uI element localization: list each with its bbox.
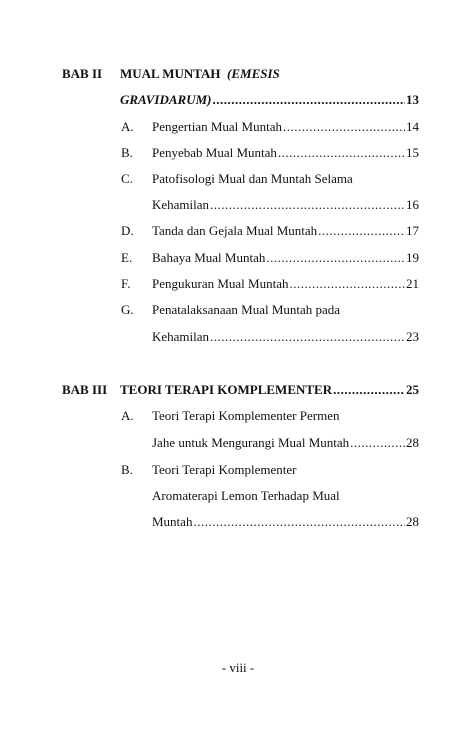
- page-number: 19: [406, 250, 419, 265]
- page-number: 16: [406, 197, 419, 212]
- page-number: 14: [406, 119, 419, 134]
- leader-dots: [289, 276, 405, 292]
- leader-dots: [333, 382, 405, 398]
- page-number: 21: [406, 276, 419, 291]
- toc-entry[interactable]: [152, 119, 419, 135]
- toc-entry[interactable]: [152, 223, 419, 239]
- toc-entry[interactable]: [120, 382, 419, 398]
- item-letter: B.: [121, 145, 133, 160]
- toc-entry[interactable]: [152, 250, 419, 266]
- chapter-title: TEORI TERAPI KOMPLEMENTER: [120, 382, 333, 397]
- item-text-cont: Kehamilan: [152, 329, 210, 344]
- chapter-title-cont: GRAVIDARUM): [120, 92, 212, 107]
- item-letter: F.: [121, 276, 131, 291]
- item-letter: D.: [121, 223, 134, 238]
- leader-dots: [350, 435, 405, 451]
- item-text: Pengukuran Mual Muntah: [152, 276, 289, 291]
- item-text-cont: Muntah: [152, 514, 193, 529]
- item-letter: G.: [121, 302, 134, 317]
- chapter-label: BAB II: [62, 66, 103, 81]
- toc-entry[interactable]: [152, 145, 419, 161]
- leader-dots: [283, 119, 405, 135]
- item-text[interactable]: Teori Terapi Komplementer: [152, 462, 297, 477]
- item-text-cont: Jahe untuk Mengurangi Mual Muntah: [152, 435, 350, 450]
- item-text: Penyebab Mual Muntah: [152, 145, 277, 160]
- page-number: 17: [406, 223, 419, 238]
- leader-dots: [193, 514, 405, 530]
- page-number: 15: [406, 145, 419, 160]
- leader-dots: [210, 197, 405, 213]
- chapter-title-part: MUAL MUNTAH: [120, 66, 221, 81]
- leader-dots: [318, 223, 405, 239]
- item-letter: A.: [121, 408, 134, 423]
- page-footer-number: - viii -: [221, 660, 255, 675]
- toc-entry[interactable]: [152, 197, 419, 213]
- chapter-title: [120, 66, 280, 82]
- item-letter: E.: [121, 250, 133, 265]
- item-text: Tanda dan Gejala Mual Muntah: [152, 223, 318, 238]
- item-text[interactable]: Penatalaksanaan Mual Muntah pada: [152, 302, 341, 317]
- leader-dots: [213, 92, 405, 108]
- toc-entry[interactable]: [152, 514, 419, 530]
- page-number: 23: [406, 329, 419, 344]
- toc-entry[interactable]: [152, 329, 419, 345]
- toc-entry[interactable]: [152, 276, 419, 292]
- item-letter: C.: [121, 171, 133, 186]
- toc-entry[interactable]: [152, 435, 419, 451]
- page-number: 13: [406, 92, 419, 107]
- item-letter: B.: [121, 462, 133, 477]
- page-number: 25: [406, 382, 419, 397]
- item-text[interactable]: Teori Terapi Komplementer Permen: [152, 408, 340, 423]
- leader-dots: [278, 145, 405, 161]
- leader-dots: [210, 329, 405, 345]
- item-text[interactable]: Patofisologi Mual dan Muntah Selama: [152, 171, 353, 186]
- chapter-title-italic: (EMESIS: [227, 66, 280, 81]
- item-text: Pengertian Mual Muntah: [152, 119, 282, 134]
- item-letter: A.: [121, 119, 134, 134]
- toc-entry[interactable]: [120, 92, 419, 108]
- chapter-label: BAB III: [62, 382, 108, 397]
- item-text-cont: Kehamilan: [152, 197, 210, 212]
- page-number: 28: [406, 514, 419, 529]
- page-number: 28: [406, 435, 419, 450]
- item-text: Bahaya Mual Muntah: [152, 250, 266, 265]
- leader-dots: [266, 250, 405, 266]
- item-text-cont[interactable]: Aromaterapi Lemon Terhadap Mual: [152, 488, 340, 503]
